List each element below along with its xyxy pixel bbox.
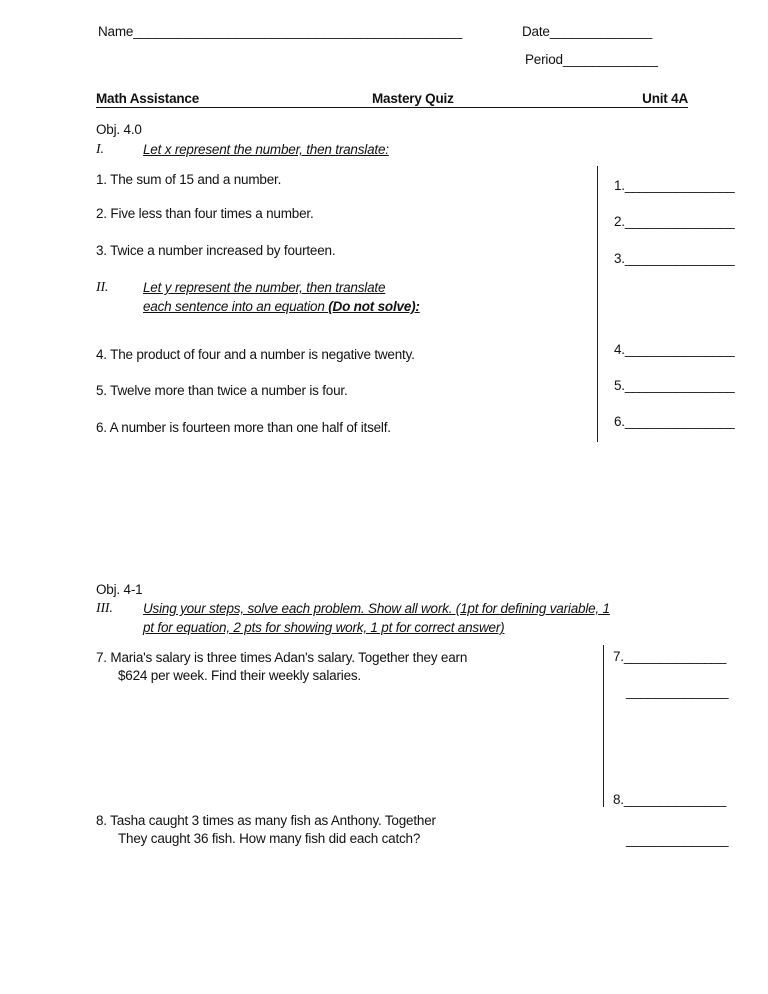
date-field[interactable]: Date______________ (522, 24, 653, 39)
answer-column-divider (597, 166, 598, 442)
section-numeral: II. (96, 280, 109, 295)
answer-blank-7b[interactable]: ______________ (626, 684, 729, 699)
answer-blank-7[interactable]: 7.______________ (613, 649, 727, 664)
question-8-cont: They caught 36 fish. How many fish did each catch? (118, 831, 421, 846)
answer-blank-8b[interactable]: ______________ (626, 832, 729, 847)
answer-blank-8[interactable]: 8.______________ (613, 792, 727, 807)
section-instruction: Let x represent the number, then translate: (143, 142, 389, 157)
quiz-title: Mastery Quiz (372, 91, 454, 106)
question-3: 3. Twice a number increased by fourteen. (96, 243, 336, 258)
section-numeral: III. (96, 601, 113, 616)
title-bar (96, 90, 688, 108)
answer-blank-3[interactable]: 3._______________ (614, 251, 735, 266)
question-7-cont: $624 per week. Find their weekly salaries. (118, 668, 361, 683)
course-title: Math Assistance (96, 91, 200, 106)
question-8: 8. Tasha caught 3 times as many fish as Anthony. Together (96, 813, 436, 828)
answer-column-divider (603, 645, 604, 807)
section-instruction (120, 298, 420, 316)
instruction-emphasis: (Do not solve): (328, 299, 420, 314)
instruction-text: each sentence into an equation (143, 299, 325, 314)
answer-blank-1[interactable]: 1._______________ (614, 178, 735, 193)
unit-title: Unit 4A (642, 91, 688, 106)
section-instruction: Using your steps, solve each problem. Show all work. (1pt for defining variable, 1 (143, 601, 610, 616)
question-7: 7. Maria's salary is three times Adan's salary. Together they earn (96, 650, 468, 665)
objective-label: Obj. 4.0 (96, 122, 142, 137)
section-numeral: I. (96, 142, 104, 157)
question-1: 1. The sum of 15 and a number. (96, 172, 282, 187)
question-4: 4. The product of four and a number is negative twenty. (96, 347, 415, 362)
name-field[interactable]: Name_____________________________________________ (98, 24, 463, 39)
objective-label: Obj. 4-1 (96, 582, 143, 597)
question-5: 5. Twelve more than twice a number is four. (96, 383, 348, 398)
answer-blank-4[interactable]: 4._______________ (614, 342, 735, 357)
section-instruction: pt for equation, 2 pts for showing work, 1 pt for correct answer) (143, 620, 505, 635)
period-field[interactable]: Period_____________ (525, 52, 658, 67)
answer-blank-6[interactable]: 6._______________ (614, 414, 735, 429)
question-6: 6. A number is fourteen more than one half of itself. (96, 420, 391, 435)
answer-blank-2[interactable]: 2._______________ (614, 214, 735, 229)
answer-blank-5[interactable]: 5._______________ (614, 378, 735, 393)
question-2: 2. Five less than four times a number. (96, 206, 314, 221)
section-instruction: Let y represent the number, then translate (143, 280, 386, 295)
